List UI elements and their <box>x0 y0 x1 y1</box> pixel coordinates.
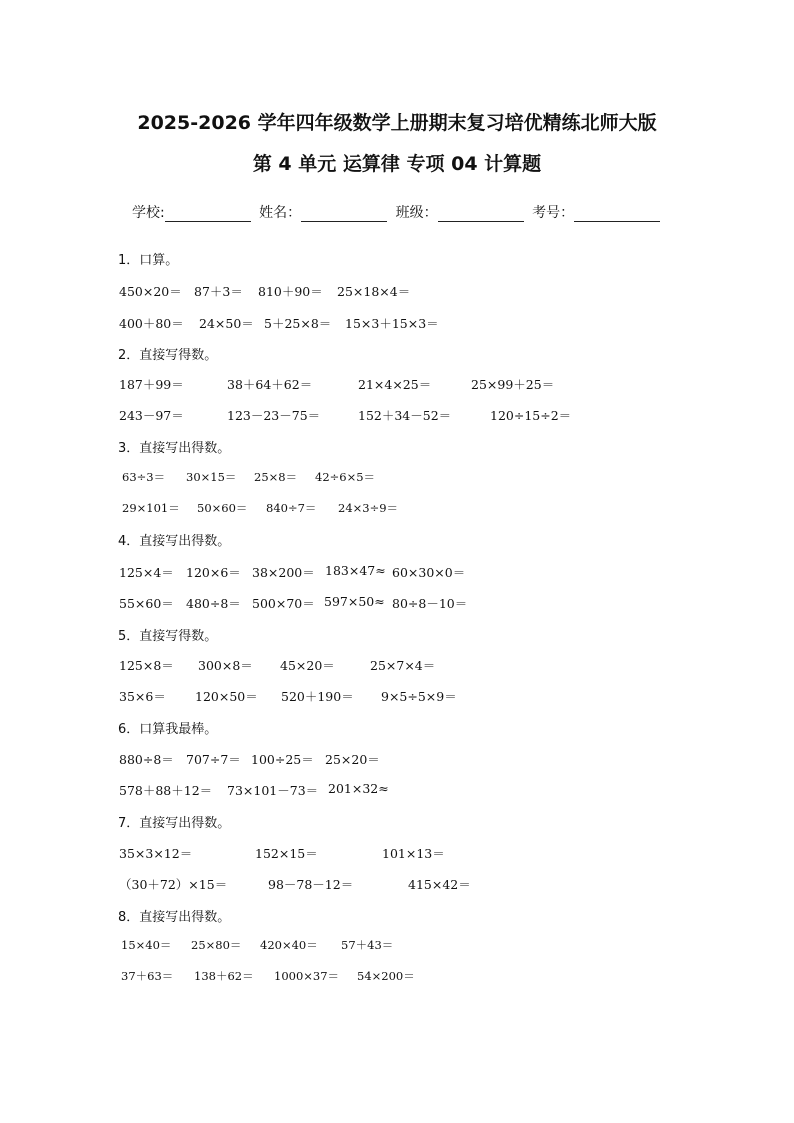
question-title: 8．直接写出得数。 <box>118 910 231 925</box>
calculation-expression: （30＋72）×15＝ <box>119 877 228 892</box>
calculation-expression: 880÷8＝ <box>119 752 174 767</box>
question-title: 2．直接写得数。 <box>118 348 218 363</box>
expression-row <box>0 314 794 332</box>
calculation-expression: 25×18×4＝ <box>337 284 411 299</box>
calculation-expression: 520＋190＝ <box>281 689 354 704</box>
calculation-expression: 25×8＝ <box>254 470 298 484</box>
calculation-expression: 400＋80＝ <box>119 316 184 331</box>
calculation-expression: 25×80＝ <box>191 938 242 952</box>
calculation-expression: 415×42＝ <box>408 877 471 892</box>
expression-row <box>0 687 794 705</box>
calculation-expression: 98－78－12＝ <box>268 877 354 892</box>
calculation-expression: 500×70＝ <box>252 596 315 611</box>
calculation-expression: 29×101＝ <box>122 501 180 515</box>
school-field[interactable] <box>165 207 251 222</box>
calculation-expression: 183×47≈ <box>325 563 386 578</box>
expression-row <box>0 844 794 862</box>
question-title: 5．直接写得数。 <box>118 629 218 644</box>
calculation-expression: 50×60＝ <box>197 501 248 515</box>
calculation-expression: 123－23－75＝ <box>227 408 321 423</box>
expression-row <box>0 563 794 581</box>
expression-row <box>0 656 794 674</box>
calculation-expression: 25×7×4＝ <box>370 658 436 673</box>
calculation-expression: 21×4×25＝ <box>358 377 432 392</box>
expression-row <box>0 968 794 986</box>
calculation-expression: 138＋62＝ <box>194 969 254 983</box>
calculation-expression: 35×3×12＝ <box>119 846 193 861</box>
calculation-expression: 125×4＝ <box>119 565 174 580</box>
calculation-expression: 45×20＝ <box>280 658 335 673</box>
expression-row <box>0 282 794 300</box>
expression-row <box>0 469 794 487</box>
name-field[interactable] <box>301 207 387 222</box>
calculation-expression: 300×8＝ <box>198 658 253 673</box>
expression-row <box>0 875 794 893</box>
calculation-expression: 24×3÷9＝ <box>338 501 399 515</box>
calculation-expression: 101×13＝ <box>382 846 445 861</box>
exam-number-field[interactable] <box>574 207 660 222</box>
calculation-expression: 480÷8＝ <box>186 596 241 611</box>
question-title: 1．口算。 <box>118 253 179 268</box>
name-label: 姓名： <box>259 205 302 221</box>
calculation-expression: 152＋34－52＝ <box>358 408 452 423</box>
calculation-expression: 243－97＝ <box>119 408 184 423</box>
question-title: 4．直接写出得数。 <box>118 534 231 549</box>
calculation-expression: 25×20＝ <box>325 752 380 767</box>
class-field[interactable] <box>438 207 524 222</box>
expression-row <box>0 937 794 955</box>
calculation-expression: 450×20＝ <box>119 284 182 299</box>
calculation-expression: 55×60＝ <box>119 596 174 611</box>
calculation-expression: 100÷25＝ <box>251 752 314 767</box>
calculation-expression: 38＋64＋62＝ <box>227 377 313 392</box>
calculation-expression: 5＋25×8＝ <box>264 316 332 331</box>
calculation-expression: 63÷3＝ <box>122 470 166 484</box>
calculation-expression: 597×50≈ <box>324 594 385 609</box>
calculation-expression: 15×3＋15×3＝ <box>345 316 439 331</box>
calculation-expression: 38×200＝ <box>252 565 315 580</box>
calculation-expression: 420×40＝ <box>260 938 318 952</box>
calculation-expression: 125×8＝ <box>119 658 174 673</box>
school-label: 学校: <box>132 205 165 221</box>
calculation-expression: 15×40＝ <box>121 938 172 952</box>
calculation-expression: 87＋3＝ <box>194 284 243 299</box>
expression-row <box>0 750 794 768</box>
expression-row <box>0 500 794 518</box>
page-subtitle: 第 4 单元 运算律 专项 04 计算题 <box>252 153 542 175</box>
calculation-expression: 120÷15÷2＝ <box>490 408 572 423</box>
calculation-expression: 810＋90＝ <box>258 284 323 299</box>
page-title: 2025-2026 学年四年级数学上册期末复习培优精练北师大版 <box>137 112 657 134</box>
calculation-expression: 840÷7＝ <box>266 501 317 515</box>
calculation-expression: 35×6＝ <box>119 689 166 704</box>
expression-row <box>0 375 794 393</box>
calculation-expression: 152×15＝ <box>255 846 318 861</box>
calculation-expression: 24×50＝ <box>199 316 254 331</box>
calculation-expression: 80÷8－10＝ <box>392 596 468 611</box>
calculation-expression: 25×99＋25＝ <box>471 377 555 392</box>
calculation-expression: 37＋63＝ <box>121 969 174 983</box>
calculation-expression: 707÷7＝ <box>186 752 241 767</box>
question-title: 3．直接写出得数。 <box>118 441 231 456</box>
calculation-expression: 60×30×0＝ <box>392 565 466 580</box>
calculation-expression: 187＋99＝ <box>119 377 184 392</box>
calculation-expression: 120×50＝ <box>195 689 258 704</box>
calculation-expression: 54×200＝ <box>357 969 415 983</box>
question-title: 7．直接写出得数。 <box>118 816 231 831</box>
calculation-expression: 57＋43＝ <box>341 938 394 952</box>
exam-number-label: 考号： <box>532 205 575 221</box>
calculation-expression: 73×101－73＝ <box>227 783 319 798</box>
expression-row <box>0 406 794 424</box>
calculation-expression: 578＋88＋12＝ <box>119 783 213 798</box>
expression-row <box>0 594 794 612</box>
calculation-expression: 30×15＝ <box>186 470 237 484</box>
student-info-line <box>132 202 664 222</box>
calculation-expression: 1000×37＝ <box>274 969 340 983</box>
calculation-expression: 201×32≈ <box>328 781 389 796</box>
calculation-expression: 120×6＝ <box>186 565 241 580</box>
expression-row <box>0 781 794 799</box>
class-label: 班级： <box>395 205 438 221</box>
calculation-expression: 9×5÷5×9＝ <box>381 689 457 704</box>
calculation-expression: 42÷6×5＝ <box>315 470 376 484</box>
question-title: 6．口算我最棒。 <box>118 722 218 737</box>
